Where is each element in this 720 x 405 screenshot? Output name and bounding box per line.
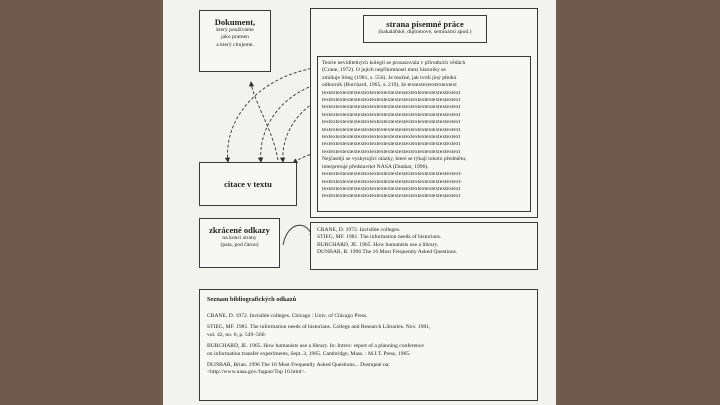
short-refs-line-1: na konci strany (222, 235, 257, 241)
bibliography-title: Seznam bibliografických odkazů (207, 296, 297, 303)
paper-page-box (310, 8, 538, 218)
footnote-line: STIEG, MF. 1981. The information needs of historians. (317, 234, 442, 241)
paper-subtitle: (bakalářské, diplomové, seminární apod.) (378, 29, 472, 35)
bibliography-line: CRANE, D. 1972. Invisible colleges. Chicago : Univ. of Chicago Press. (207, 313, 368, 319)
body-line: textextextextextextextextextextextextextextextextextextextext (322, 193, 461, 200)
body-line: odborník (Burchard, 1965, s. 219), že textextextextextextext (322, 82, 457, 89)
footnote-line: BURCHARD, JE. 1965. How humanists use a library. (317, 241, 439, 248)
bibliography-line: DUNBAR, Brian. 1996 The 16 Most Frequently Asked Questions... Dostupné na: (207, 362, 390, 369)
body-line: Teorie neviditelných kolegií se prosazovala v přírodních vědách (322, 60, 466, 66)
bibliography-line: <http://www.nasa.gov./hqpao/Top 10.html>. (207, 369, 307, 376)
paper-title-box (363, 15, 487, 43)
body-line: textextextextextextextextextextextextextextextextextextextext (322, 148, 461, 155)
arrow-citations-to-document (251, 82, 278, 160)
citations-box (199, 162, 297, 206)
footnote-line: DUNBAR, B. 1996 The 16 Most Frequently Asked Questions. (317, 249, 458, 256)
document-box-line-2: jako pramen (221, 34, 249, 41)
short-refs-box (199, 218, 280, 268)
body-line: textextextextextextextextextextextextextextextextextextextext (322, 119, 461, 126)
body-line: interpretuje představitel NASA (Dunbar, 1996). (322, 163, 429, 170)
body-line: Nejčastěji se vyskytující otázky, které se týkají tohoto předmětu, (322, 156, 467, 163)
document-box-title: Dokument, (214, 17, 256, 27)
body-line: textextextextextextextextextextextextextextextextextextextext (322, 126, 461, 133)
body-line: textextextextextextextextextextextextextextextextextextextext (322, 89, 461, 96)
paper-title: strana písemné práce (386, 19, 464, 29)
short-refs-title: zkrácené odkazy (209, 225, 270, 235)
footnotes-box (310, 222, 538, 270)
body-line: textextextextextextextextextextextextextextextextextextextext (322, 97, 461, 104)
document-box (199, 10, 271, 72)
body-line: textextextextextextextextextextextextextextextextextextextext (322, 104, 461, 111)
body-line: textextextextextextextextextextextextextextextextextextextext (322, 111, 461, 118)
bibliography-line: on information transfer experiments, Sept. 3, 1965. Cambridge, Mass. : M.I.T. Press, 1965. (207, 350, 411, 357)
body-line: textextextextextextextextextextextextextextextextextextextext (322, 134, 461, 141)
arrow-shortrefs-to-footnotes (283, 225, 313, 245)
body-line: zmiňuje Stieg (1981, s. 556). Je možné, jak tvrdí jiný přední (322, 74, 457, 81)
arrow-crane-to-citations (228, 67, 321, 162)
paper-body-box (317, 56, 531, 212)
bibliography-line: BURCHARD, JE. 1965. How humanists use a library. In: Intrex: report of a planning conference (207, 343, 424, 350)
citations-label: citace v textu (224, 179, 272, 189)
footnote-line: CRANE, D. 1972. Invisible colleges. (317, 227, 401, 233)
body-line: (Crane, 1972). O jejich nepřítomnosti mezi historiky se (322, 67, 446, 74)
body-line: textextextextextextextextextextextextextextextextextextextext- (322, 171, 463, 178)
short-refs-line-2: (pata, pod čarou) (220, 242, 259, 249)
bibliography-box (199, 289, 538, 401)
body-line: textextextextextextextextextextextextextextextextextextextext (322, 141, 461, 148)
bibliography-line: vol. 42, no. 6, p. 549–560. (207, 331, 266, 338)
body-line: textextextextextextextextextextextextextextextextextextextext (322, 185, 461, 192)
body-line: textextextextextextextextextextextextextextextextextextextext- (322, 178, 463, 185)
document-box-line-1: který používáme (216, 27, 254, 33)
bibliography-line: STIEG, MF. 1981. The information needs of historians. College and Research Libraries. Nov. 1981, (207, 324, 431, 331)
document-page (163, 0, 556, 405)
document-box-line-3: a který citujeme. (216, 41, 254, 48)
